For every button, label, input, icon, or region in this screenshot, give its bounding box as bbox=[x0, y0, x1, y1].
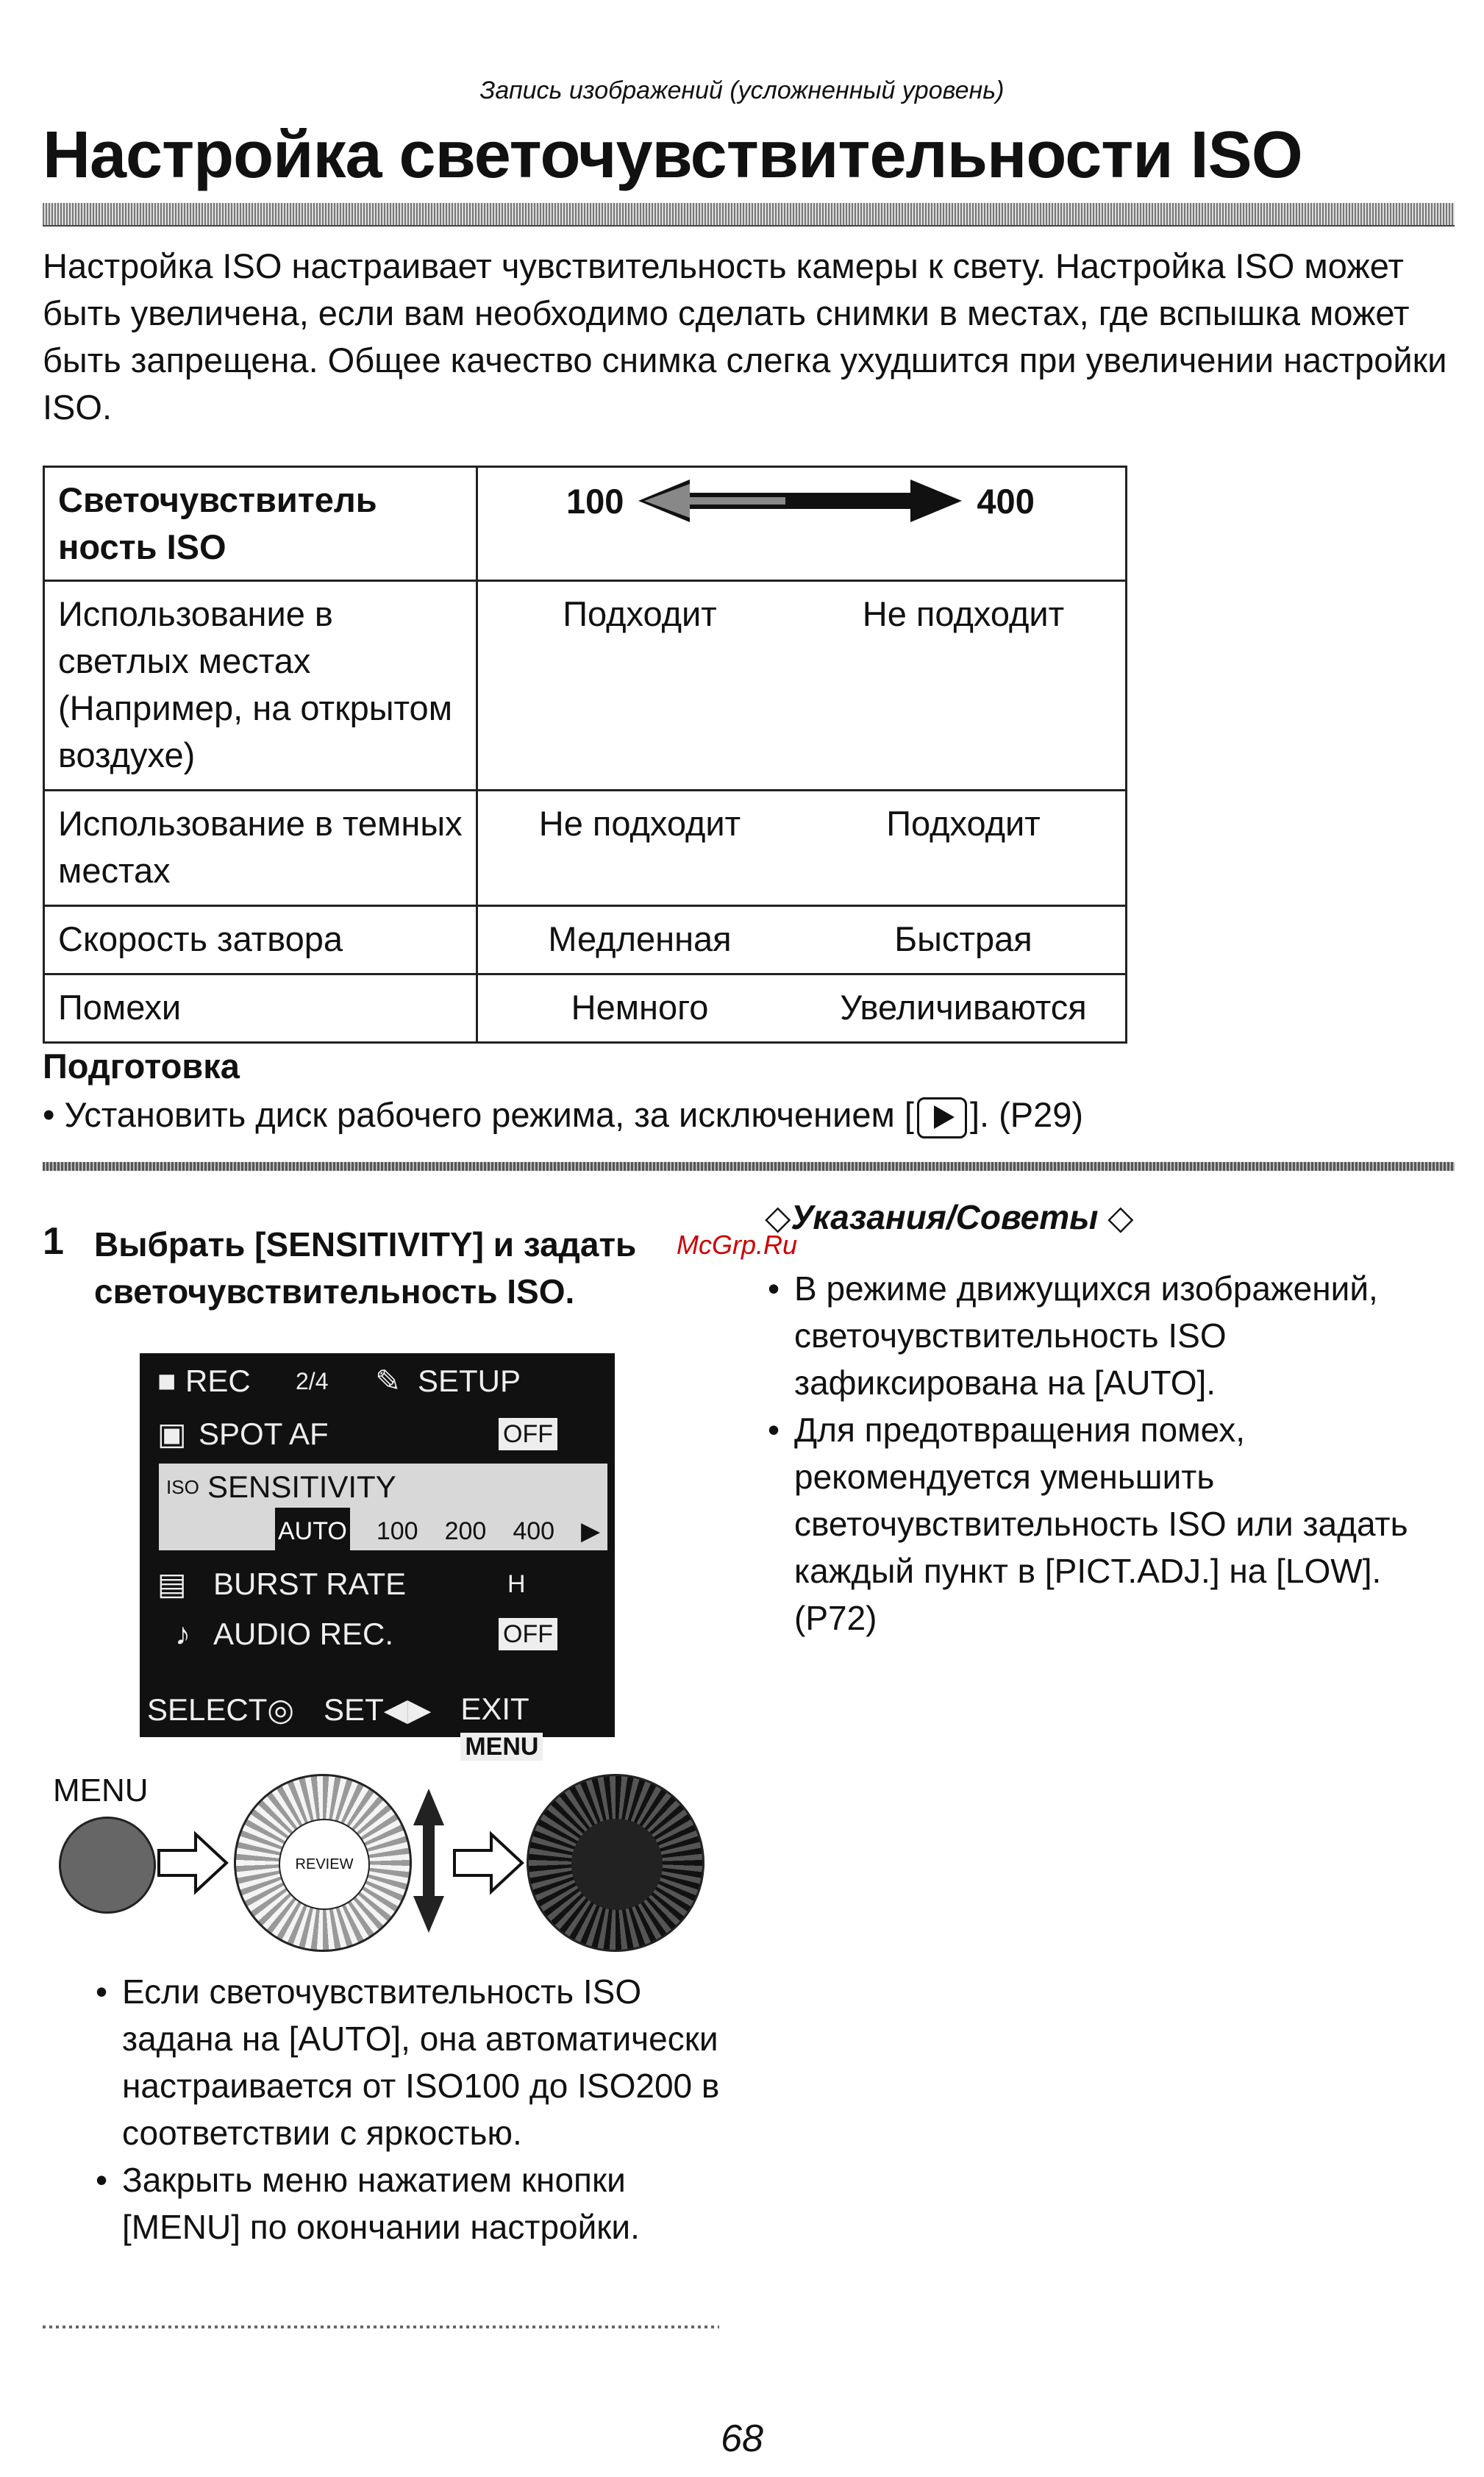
row-high-value: Увеличиваются bbox=[840, 988, 1087, 1027]
table-row bbox=[44, 791, 1127, 906]
row-label: Использование в светлых местах (Например, на открытом воздухе) bbox=[44, 581, 477, 791]
camera-icon: ■ bbox=[157, 1364, 176, 1398]
row-high-value: Подходит bbox=[886, 804, 1041, 843]
row-label: Использование в темных местах bbox=[44, 791, 477, 906]
camera-lcd-menu bbox=[140, 1353, 615, 1761]
select-label: SELECT bbox=[147, 1692, 268, 1727]
iso-low-label: 100 bbox=[566, 481, 624, 521]
spot-af-value: OFF bbox=[499, 1418, 557, 1450]
menu-button bbox=[59, 1817, 156, 1914]
review-label: REVIEW bbox=[295, 1856, 354, 1872]
row-high-value: Не подходит bbox=[862, 594, 1065, 633]
exit-label: EXIT bbox=[460, 1692, 529, 1726]
menu-button-label: MENU bbox=[53, 1772, 149, 1808]
tab-setup: SETUP bbox=[418, 1364, 521, 1398]
menu-item-sensitivity bbox=[159, 1464, 607, 1550]
table-header-scale bbox=[477, 467, 1127, 581]
section-subtitle: Запись изображений (усложненный уровень) bbox=[479, 76, 1005, 104]
preparation-text bbox=[43, 1094, 1083, 1138]
microphone-icon: ♪ bbox=[175, 1617, 190, 1651]
row-low-value: Медленная bbox=[548, 919, 732, 958]
table-row bbox=[44, 581, 1127, 791]
section-divider bbox=[43, 1162, 1455, 1171]
iso-options bbox=[275, 1508, 600, 1555]
menu-item-burst-rate: BURST RATE bbox=[213, 1567, 407, 1601]
select-dial-icon: ◎ bbox=[267, 1692, 295, 1727]
list-item: • Если светочувствительность ISO задана на [AUTO], она автоматически настраивается от ISO100 до ISO200 в соответствии с яркостью. bbox=[96, 1968, 743, 2156]
arrow-right-icon bbox=[156, 1830, 229, 1896]
list-item: • В режиме движущихся изображений, светочувствительность ISO зафиксирована на [AUTO]. bbox=[768, 1265, 1430, 1406]
burst-value: H bbox=[507, 1570, 526, 1598]
sensitivity-label: SENSITIVITY bbox=[207, 1469, 396, 1504]
step-notes bbox=[96, 1968, 743, 2250]
row-label: Скорость затвора bbox=[44, 906, 477, 974]
prep-text-end: ]. (P29) bbox=[969, 1095, 1084, 1134]
iso-high-label: 400 bbox=[977, 481, 1035, 521]
iso-icon: ISO bbox=[166, 1476, 199, 1498]
cursor-buttons-pressed bbox=[527, 1774, 704, 1952]
title-divider bbox=[43, 203, 1455, 227]
arrow-right-icon-2 bbox=[452, 1830, 525, 1896]
iso-option: 200 bbox=[444, 1517, 487, 1545]
iso-comparison-table bbox=[43, 466, 1127, 1044]
tab-rec: REC bbox=[185, 1364, 251, 1398]
preparation-heading: Подготовка bbox=[43, 1047, 240, 1086]
left-right-icon: ◀▶ bbox=[383, 1692, 432, 1727]
tips-heading bbox=[765, 1197, 1134, 1237]
menu-item-spot-af: SPOT AF bbox=[199, 1416, 329, 1451]
set-label: SET bbox=[324, 1692, 384, 1727]
diamond-icon: ◇ bbox=[1107, 1198, 1134, 1236]
menu-page: 2/4 bbox=[296, 1368, 329, 1394]
diamond-icon: ◇ bbox=[765, 1198, 791, 1236]
lcd-footer bbox=[147, 1692, 615, 1762]
table-row bbox=[44, 974, 1127, 1043]
wrench-icon: ✎ bbox=[375, 1364, 402, 1398]
row-label: Помехи bbox=[44, 974, 477, 1043]
row-low-value: Не подходит bbox=[538, 804, 741, 843]
cursor-buttons bbox=[234, 1774, 412, 1952]
double-arrow-icon bbox=[638, 475, 962, 527]
row-low-value: Немного bbox=[571, 988, 709, 1027]
list-item: • Закрыть меню нажатием кнопки [MENU] по окончании настройки. bbox=[96, 2156, 743, 2250]
menu-badge: MENU bbox=[460, 1733, 543, 1761]
row-high-value: Быстрая bbox=[894, 919, 1032, 958]
list-item: • Для предотвращения помех, рекомендуется уменьшить светочувствительность ISO или задать каждый пункт в [PICT.ADJ.] на [LOW]. (P72) bbox=[768, 1406, 1430, 1642]
menu-item-audio-rec: AUDIO REC. bbox=[213, 1617, 394, 1651]
chevron-right-icon: ▶ bbox=[581, 1517, 601, 1545]
bottom-divider bbox=[43, 2325, 719, 2328]
burst-icon: ▤ bbox=[157, 1567, 187, 1601]
step-number: 1 bbox=[43, 1220, 64, 1263]
iso-option: 100 bbox=[376, 1517, 418, 1545]
prep-text-start: • Установить диск рабочего режима, за исключением [ bbox=[43, 1095, 914, 1134]
tips-list bbox=[768, 1265, 1430, 1642]
spot-af-icon: ▣ bbox=[157, 1416, 187, 1451]
step-instruction: Выбрать [SENSITIVITY] и задать светочувствительность ISO. bbox=[94, 1225, 637, 1311]
iso-option: AUTO bbox=[275, 1508, 350, 1555]
table-row bbox=[44, 906, 1127, 974]
tips-heading-text: Указания/Советы bbox=[791, 1198, 1099, 1236]
audio-rec-value: OFF bbox=[499, 1618, 557, 1650]
page-title: Настройка светочувствительности ISO bbox=[43, 118, 1302, 192]
row-low-value: Подходит bbox=[563, 594, 717, 633]
intro-paragraph: Настройка ISO настраивает чувствительность камеры к свету. Настройка ISO может быть увеличена, если вам необходимо сделать снимки в местах, где вспышка может быть запрещена. Общее качество снимка слегка ухудшится при увеличении настройки ISO. bbox=[43, 246, 1447, 427]
watermark: McGrp.Ru bbox=[677, 1230, 798, 1260]
playback-icon bbox=[917, 1097, 967, 1138]
table-header-label: Светочувствитель ность ISO bbox=[44, 467, 477, 581]
page-number: 68 bbox=[721, 2417, 763, 2460]
iso-option: 400 bbox=[513, 1517, 555, 1545]
up-down-arrow-icon bbox=[410, 1787, 447, 1934]
